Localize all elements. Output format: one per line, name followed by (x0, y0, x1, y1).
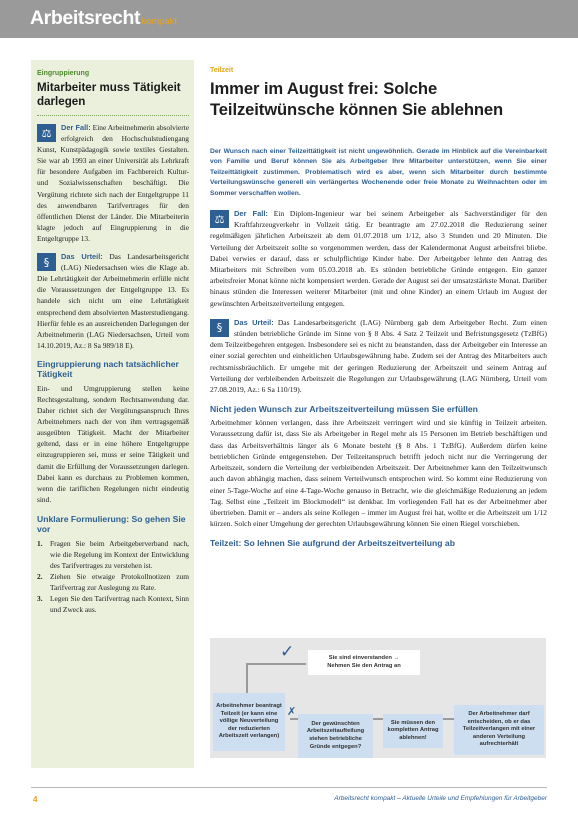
sidebar-kicker: Eingruppierung (37, 70, 90, 77)
article-case-label: Der Fall: (234, 209, 268, 219)
sidebar-body-text: Ein- und Umgruppierung stellen keine Rechtsgestaltung, sondern Rechtsanwendung dar. Daher richtet sich der Vergütungsanspruch Ihres Arbeitnehmers nach der von ihm vertragsgemäß ausgeübten Tätigkeit. Macht der Mitarbeiter geltend, dass er in eine höhere Entgeltgruppe einzugruppieren sei, muss er seine Tätigkeit und damit die Erfüllung der Voraussetzungen darlegen. Dabei kann es durchaus zu Problemen kommen, wenn die tariflichen Regelungen nicht eindeutig sind. (37, 383, 189, 504)
sidebar-steps-list (37, 538, 189, 616)
diagram-box-start: Arbeitnehmer beantragt Teilzeit (er kann eine völlige Neuverteilung der reduzierten Arbeitszeit verlangen) (213, 693, 285, 751)
diagram-heading: Teilzeit: So lehnen Sie aufgrund der Arbeitszeitverteilung ab (210, 538, 455, 549)
paragraph-icon: § (37, 253, 56, 271)
scales-icon: ⚖ (37, 124, 56, 142)
diagram-box-reject: Sie müssen den kompletten Antrag ablehnen! (383, 714, 443, 748)
article-lead: Der Wunsch nach einer Teilzeittätigkeit ist nicht ungewöhnlich. Gerade im Hinblick auf die Vereinbarkeit von Familie und Beruf können Sie als Arbeitgeber Ihre Mitarbeiter unterstützen, wenn Sie einer Teilzeittätigkeit zustimmen. Problematisch wird es aber, wenn sich Mitarbeiter durch bestimmte Verteilungswünsche generell ein verlängertes Wochenende oder freie Monate zu Weihnachten oder im Sommer verschaffen wollen. (210, 148, 547, 197)
paragraph-icon: § (210, 319, 229, 337)
article-body: Arbeitnehmer können verlangen, dass ihre Arbeitszeit verringert wird und sie künftig in Teilzeit arbeiten. Voraussetzung dafür ist, dass Sie als Arbeitgeber in Regel mehr als 15 Personen im Betrieb beschäftigen und dass das Arbeitsverhältnis länger als 6 Monate besteht (§ 8 Abs. 1 TzBfG). Außerdem dürfen keine betrieblichen Gründe entgegenstehen. Der Teilzeitanspruch betrifft jedoch nicht nur die Verringerung der Arbeitszeit, sondern die Verteilung der verbleibenden Arbeitszeit. Der Arbeitnehmer kann den Teilzeitwunsch auch davon abhängig machen, dass seinem Verteilwunsch entsprochen wird. So kommt eine Reduzierung von einer 5-Tage-Woche auf eine 4-Tage-Woche genauso in Betracht, wie die gleichmäßige Reduzierung an jedem Tag. Selbst eine „Teilzeit im Blockmodell“ ist denkbar. Im vorliegenden Fall hat es der Arbeitnehmer aber übertrieben. Damit er – anders als seine Kollegen – immer im August frei hat, wollte er die Arbeitszeit um 1/12 kürzen. Solch einer Umgehung der gerechten Urlaubsgewährung können Sie einen Riegel vorschieben. (210, 418, 547, 529)
sidebar-verdict-text: Das Landesarbeitsgericht (LAG) Niedersachsen wies die Klage ab. Die Lehrtätigkeit der Arbeitnehmerin erfülle nicht die Voraussetzungen der Entgeltgruppe 13. Es handele sich nicht um eine Lehrtätigkeit entsprechend dem absolvierten Masterstudiengang. Hierfür fehle es an ausreichenden Darlegungen der Arbeitnehmerin (LAG Niedersachsen, Urteil vom 14.10.2019, Az.: 8 Sa 989/18 E). (37, 252, 189, 350)
connector-line (246, 663, 306, 665)
sidebar-heading-formulierung: Unklare Formulierung: So gehen Sie vor (37, 513, 186, 535)
article-title: Immer im August frei: Solche Teilzeitwünsche können Sie ablehnen (210, 79, 504, 119)
sidebar-box (31, 60, 194, 768)
sidebar-verdict-paragraph (37, 251, 189, 351)
diagram-box-result: Der Arbeitnehmer darf entscheiden, ob er das Teilzeitverlangen mit einer anderen Verteilung aufrechterhält (454, 705, 544, 755)
brand-name: Arbeitsrecht (30, 7, 141, 29)
article-verdict-text: Das Landesarbeitsgericht (LAG) Nürnberg gab dem Arbeitgeber Recht. Zum einen stünden betriebliche Gründe im Sinne von § 8 Abs. 4 Satz 2 Teilzeit und Befristungsgesetz (TzBfG) dem Teilzeitbegehren entgegen. Insbesondere sei es nicht zu beanstanden, dass der Arbeitgeber ein Interesse an einer sozial gerechten und einheitlichen Urlaubsgewährung habe. Zudem sei der Antrag des Mitarbeiters auch rechtsmissbräuchlich. Er umgehe mit der geringen Reduzierung der Arbeitszeit und seinem Antrag auf Verteilung der verbleibenden Arbeitszeit die Regelungen zur Urlaubsgewährung (LAG Nürnberg, Urteil vom 27.08.2019, Az.: 6 Sa 110/19). (210, 317, 547, 395)
diagram-box-agree: Sie sind einverstanden → Nehmen Sie den Antrag an (308, 650, 420, 675)
article-case-paragraph (210, 208, 547, 309)
list-item: 2. Ziehen Sie etwaige Protokollnotizen zum Tarifvertrag zur Auslegung zu Rate. (37, 572, 189, 593)
sidebar-case-text: Eine Arbeitnehmerin absolvierte erfolgreich den Hochschulstudiengang Kunst, Kunstpädagogik sowie textiles Gestalten. Sie war ab 1993 an einer Universität als Lehrkraft für besondere Aufgaben im Fachbereich Kultur- und Sozialwissenschaften beschäftigt. Die Vergütung richtete sich nach der Entgeltgruppe 11 des anwendbaren Tarifvertrages für den öffentlichen Dienst der Länder. Die Mitarbeiterin klagte jedoch auf Eingruppierung in die Entgeltgruppe 13. (37, 123, 189, 243)
decision-diagram (210, 638, 546, 758)
list-item: 1. Fragen Sie beim Arbeitgeberverband nach, wie die Regelung im Kontext der Entwicklung des Tarifvertrages zu verstehen ist. (37, 538, 189, 571)
list-item: 3. Legen Sie den Tarifvertrag nach Kontext, Sinn und Zweck aus. (37, 594, 189, 615)
sidebar-title: Mitarbeiter muss Tätigkeit darlegen (37, 81, 181, 108)
sidebar-content (37, 70, 189, 616)
footer-divider (31, 787, 547, 788)
sidebar-heading-eingruppierung: Eingruppierung nach tatsächlicher Tätigkeit (37, 358, 179, 380)
scales-icon: ⚖ (210, 210, 229, 228)
sidebar-divider (37, 115, 189, 116)
article-verdict-label: Das Urteil: (234, 317, 274, 327)
check-icon: ✓ (280, 642, 295, 662)
article-kicker: Teilzeit (210, 67, 234, 74)
connector-line (246, 663, 248, 693)
diagram-box-distribution: Der gewünschten Arbeitszeitaufteilung stehen betriebliche Gründe entgegen? (298, 714, 373, 758)
article (210, 67, 547, 548)
brand-logo (30, 7, 177, 30)
footer-text: Arbeitsrecht kompakt – Aktuelle Urteile und Empfehlungen für Arbeitgeber (334, 795, 547, 802)
page-number: 4 (33, 795, 38, 804)
sidebar-verdict-label: Das Urteil: (61, 252, 103, 262)
sidebar-case-label: Der Fall: (61, 123, 91, 132)
cross-icon: ✗ (287, 705, 297, 718)
article-subheading: Nicht jeden Wunsch zur Arbeitszeitverteilung müssen Sie erfüllen (210, 404, 478, 415)
sidebar-case-paragraph (37, 122, 189, 244)
article-case-text: Ein Diplom-Ingenieur war bei seinem Arbeitgeber als Sachverständiger für den Kraftfahrzeugverkehr in Vollzeit tätig. Er beantragte am 27.02.2018 die Reduzierung seiner regelmäßigen jährlichen Arbeitszeit ab dem 01.07.2018 um 1/12, also 3 Stunden und 20 Minuten. Die Verteilung der Arbeitszeit sollte so vorgenommen werden, dass der Kalendermonat August arbeitsfrei bliebe. Dabei verwies er darauf, dass er schulpflichtige Kinder habe. Der Arbeitgeber lehnte den Antrag des Mitarbeiters mit Schreiben vom 05.03.2018 ab. Es stünden betriebliche Gründe entgegen. Ein ganzer arbeitsfreier Monat könne nicht kompensiert werden. Gerade der August sei der umsatzstärkste Monat. Darüber hinaus stünden die Interessen weiterer Mitarbeiter (mit und ohne Kinder) an einem Urlaub im August der gewünschten Arbeitszeitverteilung entgegen. (210, 209, 548, 308)
article-verdict-paragraph (210, 317, 547, 395)
page-header (0, 0, 578, 38)
brand-subtitle: kompakt (141, 16, 177, 27)
